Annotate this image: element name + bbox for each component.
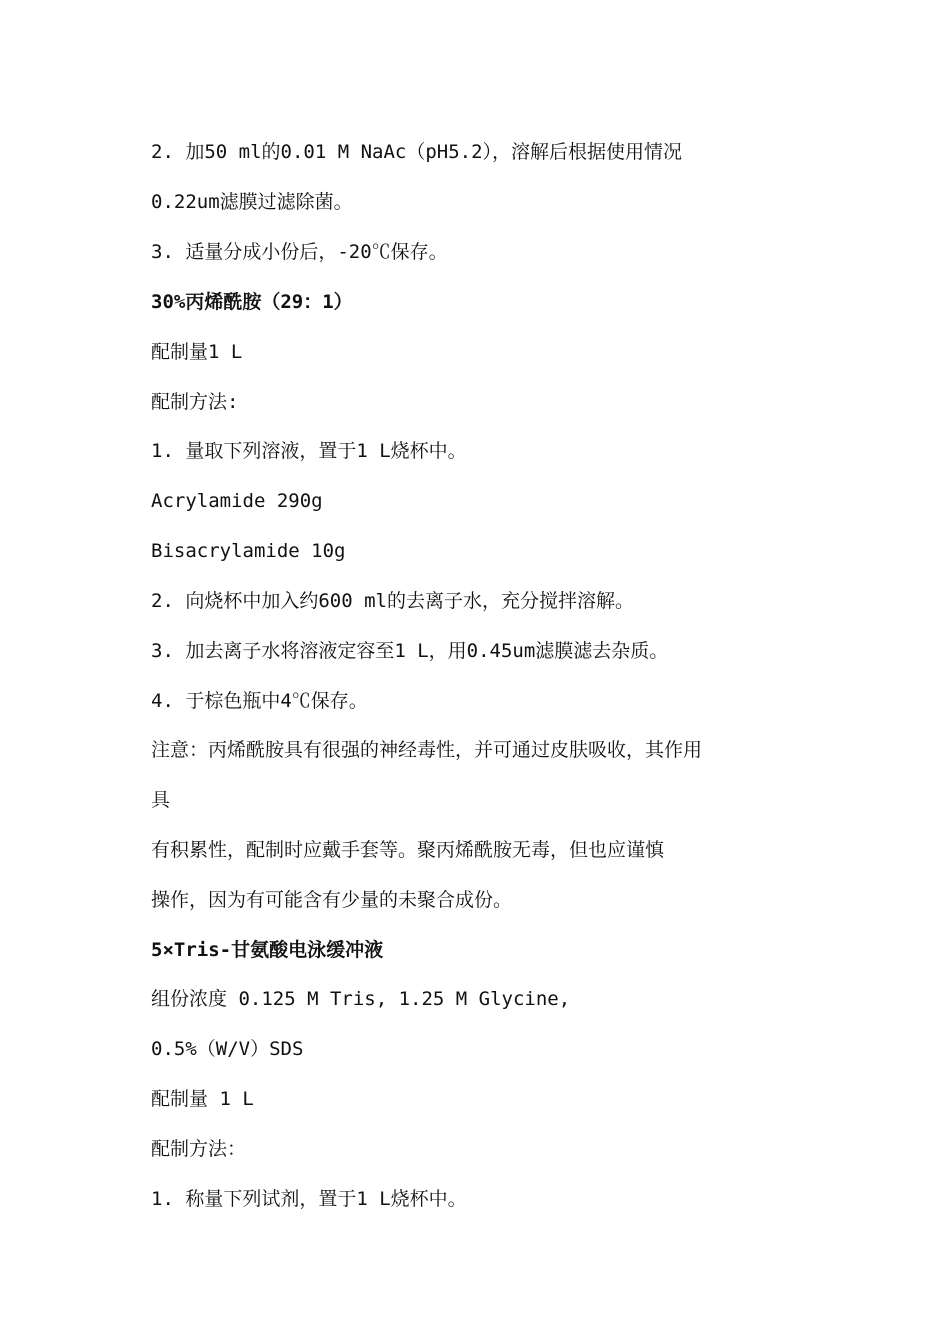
section-heading-acrylamide: 30%丙烯酰胺（29：1） xyxy=(151,291,353,313)
step-2-add-naac: 2. 加50 ml的0.01 M NaAc（pH5.2），溶解后根据使用情况 xyxy=(151,141,683,163)
reagent-bisacrylamide: Bisacrylamide 10g xyxy=(151,540,346,562)
warning-line-2: 具 xyxy=(151,789,171,811)
reagent-acrylamide: Acrylamide 290g xyxy=(151,490,323,512)
step-1-measure: 1. 量取下列溶液，置于1 L烧杯中。 xyxy=(151,440,467,462)
preparation-volume: 配制量1 L xyxy=(151,341,243,363)
step-1-weigh: 1. 称量下列试剂，置于1 L烧杯中。 xyxy=(151,1188,467,1210)
warning-line-3: 有积累性，配制时应戴手套等。聚丙烯酰胺无毒，但也应谨慎 xyxy=(151,839,665,861)
section-heading-tris-glycine: 5×Tris-甘氨酸电泳缓冲液 xyxy=(151,939,384,961)
component-concentration-line-1: 组份浓度 0.125 M Tris, 1.25 M Glycine, xyxy=(151,988,571,1010)
component-concentration-line-2: 0.5%（W/V）SDS xyxy=(151,1038,304,1060)
step-3-store: 3. 适量分成小份后，-20℃保存。 xyxy=(151,241,448,263)
preparation-method-label: 配制方法: xyxy=(151,391,239,413)
preparation-volume-2: 配制量 1 L xyxy=(151,1088,254,1110)
step-3-adjust-volume: 3. 加去离子水将溶液定容至1 L，用0.45um滤膜滤去杂质。 xyxy=(151,640,669,662)
preparation-method-label-2: 配制方法： xyxy=(151,1138,247,1160)
warning-line-1: 注意：丙烯酰胺具有很强的神经毒性，并可通过皮肤吸收，其作用 xyxy=(151,739,703,761)
warning-line-4: 操作，因为有可能含有少量的未聚合成份。 xyxy=(151,889,513,911)
step-2-filter: 0.22um滤膜过滤除菌。 xyxy=(151,191,353,213)
step-4-store: 4. 于棕色瓶中4℃保存。 xyxy=(151,690,368,712)
step-2-dissolve: 2. 向烧杯中加入约600 ml的去离子水，充分搅拌溶解。 xyxy=(151,590,634,612)
